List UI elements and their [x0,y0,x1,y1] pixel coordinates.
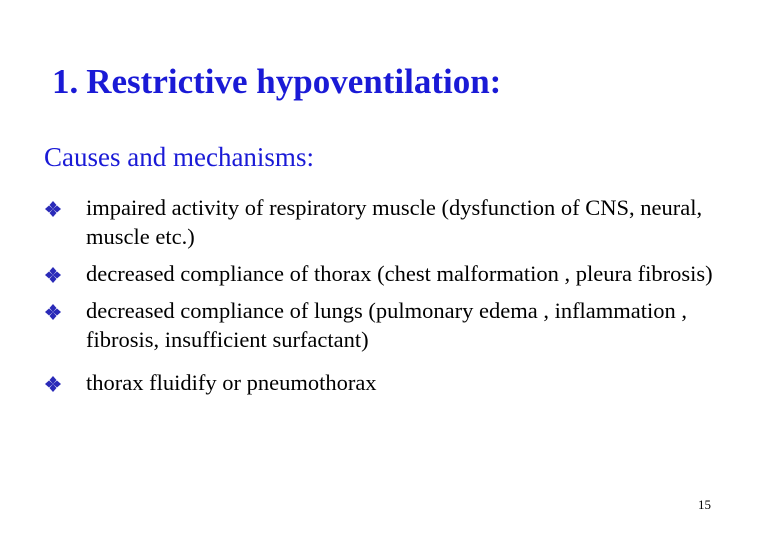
title-number: 1. [52,62,79,101]
four-petal-diamond-icon [44,200,62,218]
bullet-text: decreased compliance of thorax (chest malformation , pleura fibrosis) [86,261,713,286]
bullet-item [44,259,744,288]
bullet-text: thorax fluidify or pneumothorax [86,370,377,395]
page-number: 15 [698,497,711,512]
bullet-text: impaired activity of respiratory muscle (dysfunction of CNS, neural, muscle etc.) [86,195,703,249]
slide-subtitle: Causes and mechanisms: [44,142,314,172]
four-petal-diamond-icon [44,303,62,321]
four-petal-diamond-icon [44,266,62,284]
slide-title [52,62,501,102]
four-petal-diamond-icon [44,375,62,393]
bullet-item [44,368,744,397]
bullet-list [44,193,744,405]
title-text: Restrictive hypoventilation: [86,62,502,101]
bullet-item [44,193,744,251]
bullet-text: decreased compliance of lungs (pulmonary edema , inflammation , fibrosis, insufficient surfactant) [86,298,688,352]
bullet-item [44,296,744,354]
